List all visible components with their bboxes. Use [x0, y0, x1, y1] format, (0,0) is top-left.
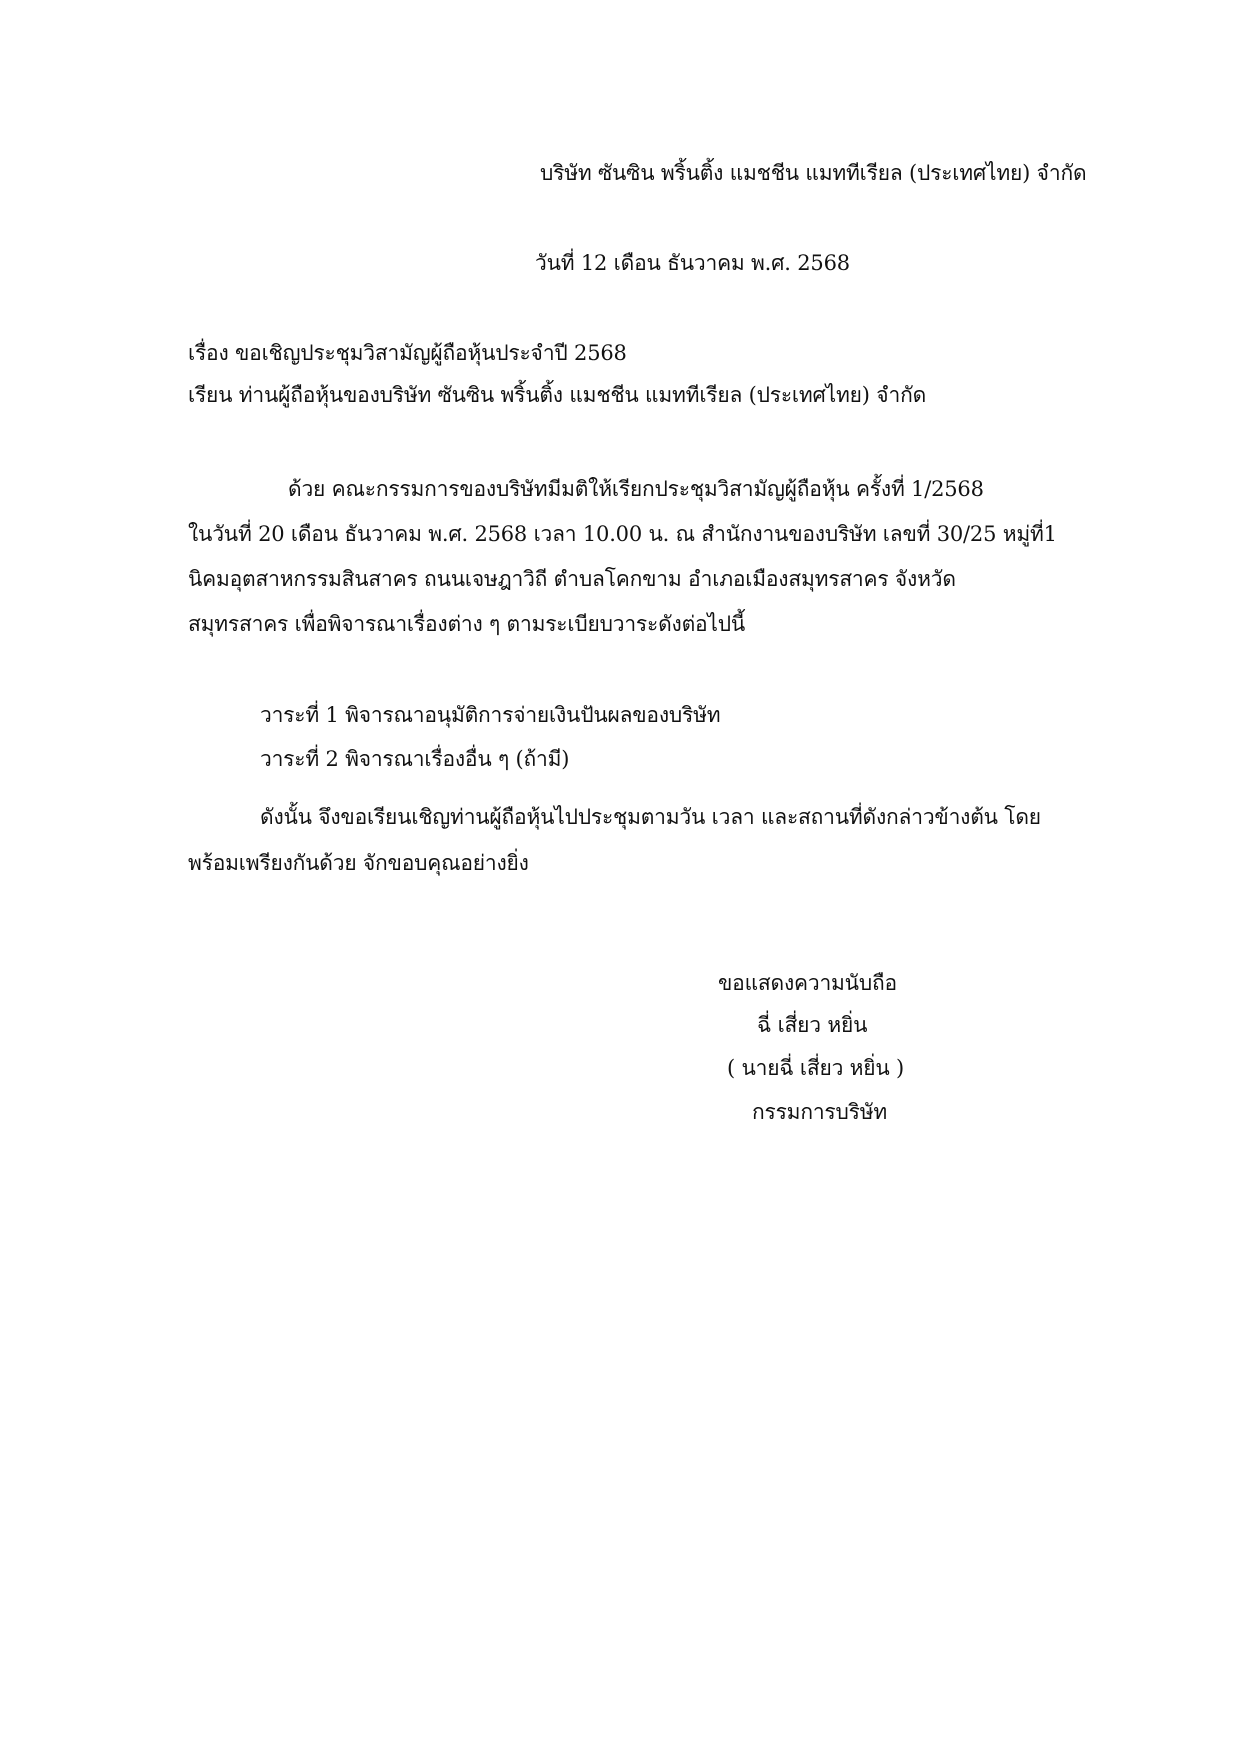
recipient-line: เรียน ท่านผู้ถือหุ้นของบริษัท ซันซิน พริ้นติ้ง แมชชีน แมททีเรียล (ประเทศไทย) จำกัด	[188, 383, 927, 407]
body-text: ด้วย คณะกรรมการของบริษัทมีมติให้เรียกประชุมวิสามัญผู้ถือหุ้น ครั้งที่ 1/2568	[288, 477, 984, 501]
agenda-item: วาระที่ 2 พิจารณาเรื่องอื่น ๆ (ถ้ามี)	[260, 747, 570, 771]
signatory-name: ( นายฉี่ เสี่ยว หยิ่น )	[727, 1056, 905, 1080]
body-line: สมุทรสาคร เพื่อพิจารณาเรื่องต่าง ๆ ตามระเบียบวาระดังต่อไปนี้	[188, 612, 746, 636]
body-line: นิคมอุตสาหกรรมสินสาคร ถนนเจษฎาวิถี ตำบลโคกขาม อำเภอเมืองสมุทรสาคร จังหวัด	[188, 567, 956, 591]
signature-regards: ขอแสดงความนับถือ	[718, 971, 897, 995]
company-header: บริษัท ซันซิน พริ้นติ้ง แมชชีน แมททีเรียล (ประเทศไทย) จำกัด	[540, 161, 1087, 185]
agenda-item: วาระที่ 1 พิจารณาอนุมัติการจ่ายเงินปันผลของบริษัท	[260, 703, 721, 727]
signatory-title: กรรมการบริษัท	[752, 1100, 887, 1124]
signature: ฉี่ เสี่ยว หยิ่น	[757, 1013, 868, 1037]
closing-text: ดังนั้น จึงขอเรียนเชิญท่านผู้ถือหุ้นไปประชุมตามวัน เวลา และสถานที่ดังกล่าวข้างต้น โดย	[260, 805, 1041, 829]
closing-line	[188, 802, 1041, 832]
body-line	[188, 474, 984, 504]
date-line: วันที่ 12 เดือน ธันวาคม พ.ศ. 2568	[535, 251, 850, 275]
body-line: ในวันที่ 20 เดือน ธันวาคม พ.ศ. 2568 เวลา 10.00 น. ณ สำนักงานของบริษัท เลขที่ 30/25 หมู่ที่1	[188, 522, 1057, 546]
subject-line: เรื่อง ขอเชิญประชุมวิสามัญผู้ถือหุ้นประจำปี 2568	[188, 341, 627, 365]
closing-line: พร้อมเพรียงกันด้วย จักขอบคุณอย่างยิ่ง	[188, 851, 529, 875]
